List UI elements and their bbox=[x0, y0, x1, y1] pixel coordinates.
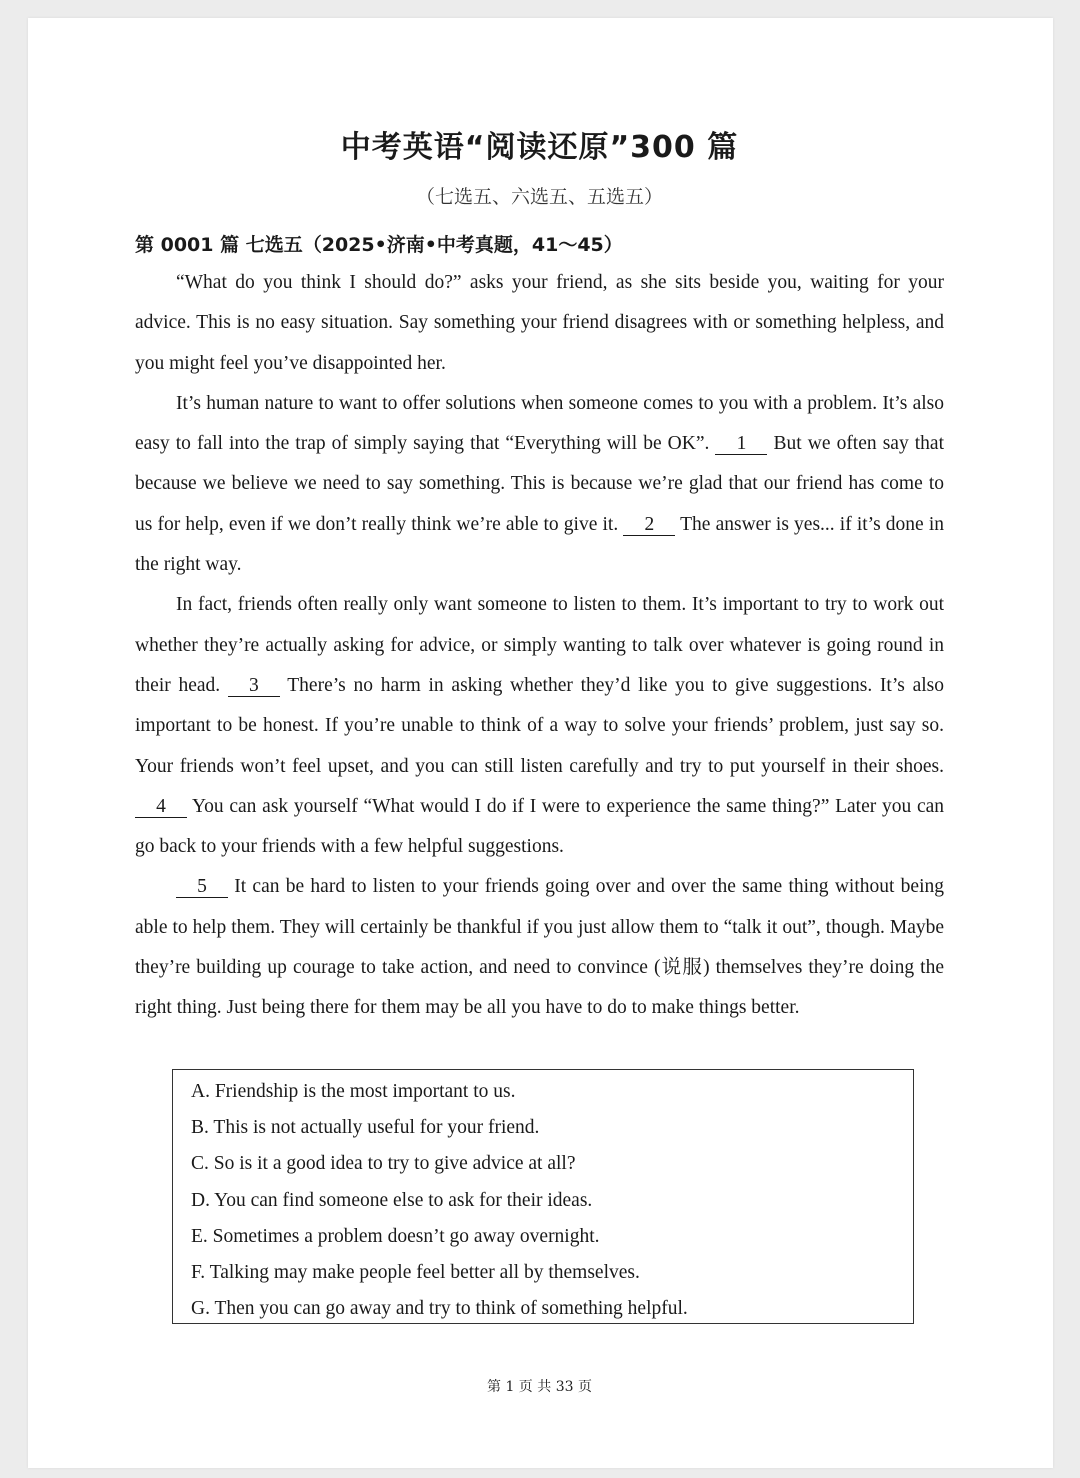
option-d: D. You can find someone else to ask for their ideas. bbox=[191, 1189, 593, 1211]
paragraph-4 bbox=[135, 867, 944, 1028]
section-heading: 第 0001 篇 七选五（2025•济南•中考真题，41～45） bbox=[135, 234, 623, 256]
paragraph-3 bbox=[135, 585, 944, 867]
option-a: A. Friendship is the most important to us. bbox=[191, 1081, 516, 1102]
answer-blank-3: 3 bbox=[228, 676, 280, 697]
answer-blank-1: 1 bbox=[715, 434, 767, 455]
document-subtitle: （七选五、六选五、五选五） bbox=[415, 186, 663, 208]
paragraph-1 bbox=[135, 263, 944, 384]
option-c: C. So is it a good idea to try to give advice at all? bbox=[191, 1153, 576, 1175]
paragraph-1-text: “What do you think I should do?” asks your friend, as she sits beside you, waiting for your advice. This is no easy situation. Say something your friend disagrees with or something helpless, and you might feel you’ve disappointed her. bbox=[135, 272, 944, 374]
answer-blank-5: 5 bbox=[176, 877, 228, 898]
paragraph-2 bbox=[135, 384, 944, 585]
option-e: E. Sometimes a problem doesn’t go away overnight. bbox=[191, 1225, 600, 1247]
option-b: B. This is not actually useful for your friend. bbox=[191, 1117, 540, 1139]
document-page bbox=[28, 18, 1053, 1468]
paragraph-3-text-a: In fact, friends often really only want someone to listen to them. It’s important to try to work out whether they’re actually asking for advice, or simply wanting to talk over whatever is going round in their head. bbox=[135, 594, 944, 696]
paragraph-2-text-a: It’s human nature to want to offer solutions when someone comes to you with a problem. It’s also easy to fall into the trap of simply saying that “Everything will be OK”. bbox=[135, 392, 944, 455]
document-title: 中考英语“阅读还原”300 篇 bbox=[340, 130, 739, 165]
paragraph-2-text-b: But we often say that because we believe we need to say something. This is because we’re glad that our friend has come to us for help, even if we don’t really think we’re able to give it. bbox=[135, 433, 945, 535]
options-box bbox=[172, 1069, 914, 1324]
option-f: F. Talking may make people feel better all by themselves. bbox=[191, 1262, 640, 1284]
option-g: G. Then you can go away and try to think of something helpful. bbox=[191, 1298, 688, 1320]
options-list bbox=[191, 1074, 913, 1327]
paragraph-3-text-c: You can ask yourself “What would I do if I were to experience the same thing?” Later you can go back to your friends with a few helpful suggestions. bbox=[135, 795, 944, 858]
paragraph-4-text: It can be hard to listen to your friends going over and over the same thing without being able to help them. They will certainly be thankful if you just allow them to “talk it out”, though. Maybe they’re building up courage to take action, and need to convince (说服) themselves they’re doing the right thing. Just being there for them may be all you have to do to make things better. bbox=[135, 876, 944, 1019]
reading-passage bbox=[135, 263, 944, 1029]
answer-blank-2: 2 bbox=[623, 515, 675, 536]
answer-blank-4: 4 bbox=[135, 797, 187, 818]
paragraph-2-text-c: The answer is yes... if it’s done in the right way. bbox=[135, 513, 945, 576]
paragraph-3-text-b: There’s no harm in asking whether they’d like you to give suggestions. It’s also important to be honest. If you’re unable to think of a way to solve your friends’ problem, just say so. Your friends won’t feel upset, and you can still listen carefully and try to put yourself in their shoes. bbox=[135, 674, 944, 777]
page-footer: 第 1 页 共 33 页 bbox=[487, 1379, 592, 1395]
